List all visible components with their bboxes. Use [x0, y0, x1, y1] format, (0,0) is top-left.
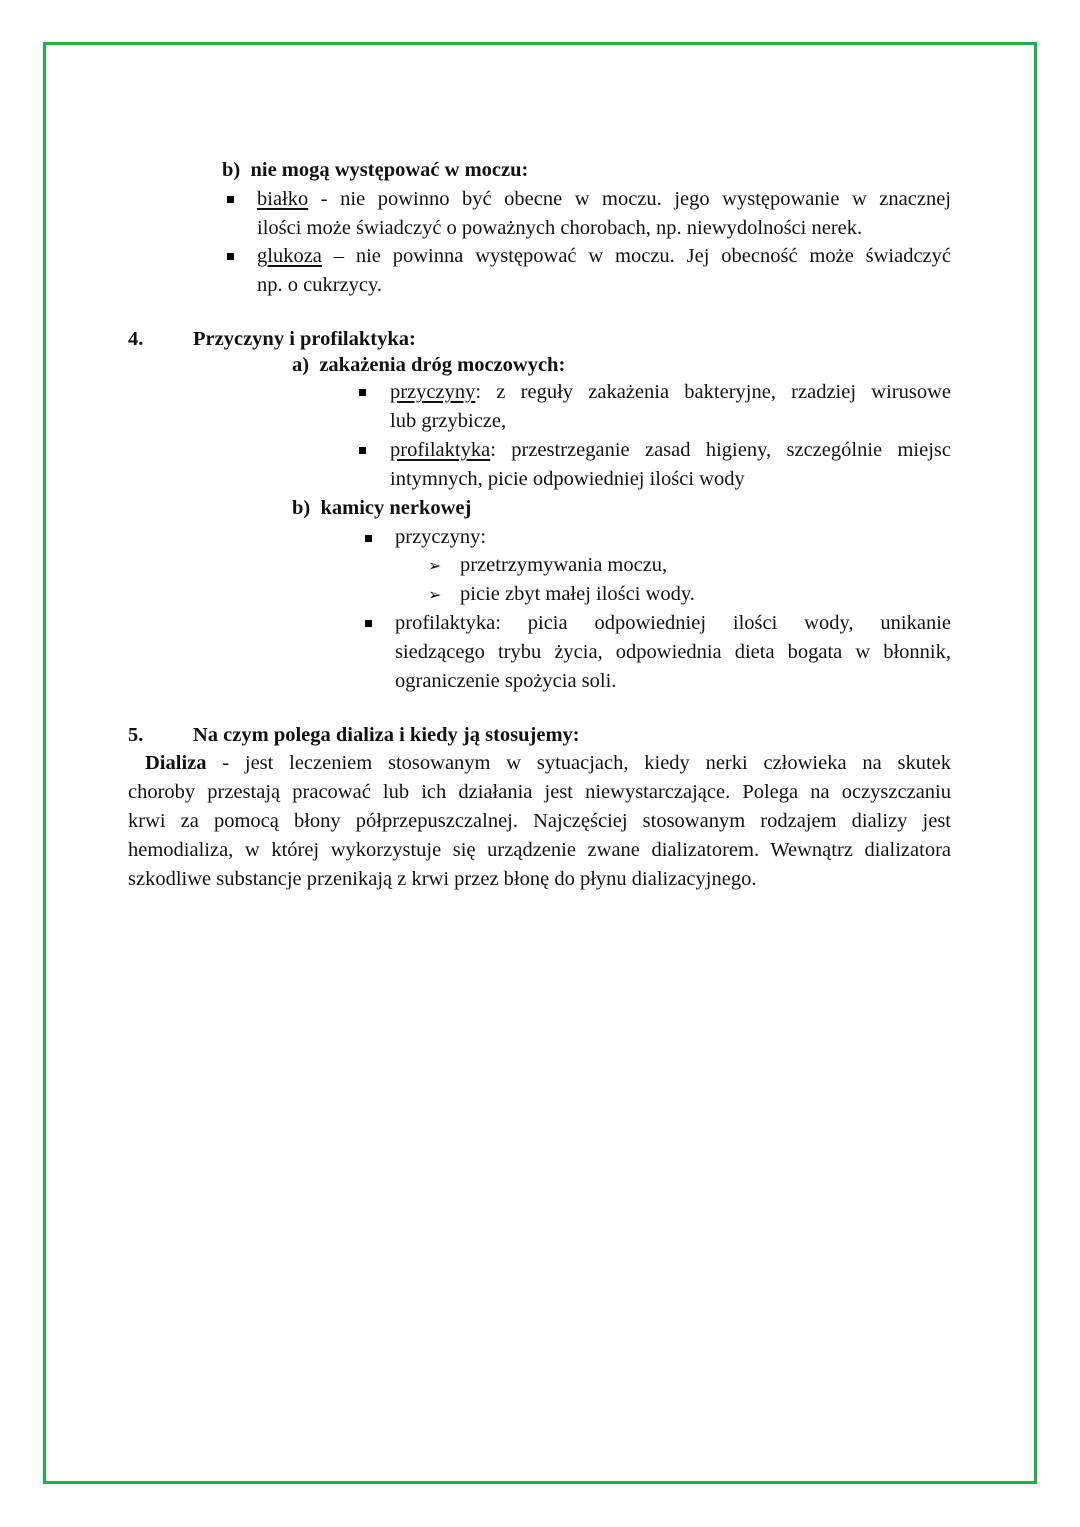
section-4a-heading	[292, 351, 565, 380]
section-5-title: Na czym polega dializa i kiedy ją stosujemy:	[193, 724, 580, 746]
section-4b-marker: b)	[292, 497, 311, 519]
bialko-text-1: nie powinno być obecne w moczu. jego występowanie w znacznej	[340, 188, 951, 210]
bullet-square-icon	[227, 196, 234, 203]
section-3b-marker: b)	[222, 159, 241, 181]
arrow-bullet-icon: ➢	[428, 585, 442, 604]
profilaktyka-text-1: : przestrzeganie zasad higieny, szczególnie miejsc	[490, 439, 951, 461]
kamica-profilaktyka-line-1: profilaktyka: picia odpowiedniej ilości wody, unikanie	[395, 612, 951, 634]
bullet-square-icon	[359, 447, 366, 454]
kamica-przyczyny-label: przyczyny:	[395, 526, 487, 548]
dializa-line-5: szkodliwe substancje przenikają z krwi przez błonę do płynu dializacyjnego.	[128, 868, 757, 890]
section-3b-title: nie mogą występować w moczu:	[250, 159, 529, 181]
bullet-square-icon	[359, 389, 366, 396]
glukoza-line-2: np. o cukrzycy.	[257, 274, 383, 296]
zakazenia-profilaktyka-line-1	[390, 436, 951, 465]
bialko-line-1	[257, 185, 951, 214]
przyczyny-text-1: : z reguły zakażenia bakteryjne, rzadziej wirusowe	[475, 381, 951, 403]
section-4b-title: kamicy nerkowej	[320, 497, 472, 519]
bullet-square-icon	[365, 535, 372, 542]
dializa-line-1	[145, 749, 951, 778]
glukoza-line-1	[257, 242, 951, 271]
bialko-line-2: ilości może świadczyć o poważnych chorobach, np. niewydolności nerek.	[257, 217, 863, 239]
glukoza-text-1: – nie powinna występować w moczu. Jej obecność może świadczyć	[333, 245, 952, 267]
section-5-number: 5.	[128, 724, 144, 746]
bullet-square-icon	[227, 253, 234, 260]
dializa-term: Dializa	[145, 752, 207, 774]
kamica-profilaktyka-line-2: siedzącego trybu życia, odpowiednia dieta bogata w błonnik,	[395, 641, 951, 663]
dializa-line-3: krwi za pomocą błony półprzepuszczalnej. Najczęściej stosowanym rodzajem dializy jest	[128, 810, 951, 832]
glukoza-term: glukoza	[257, 245, 322, 267]
kamica-cause-item: przetrzymywania moczu,	[460, 554, 668, 576]
zakazenia-przyczyny-line-1	[390, 378, 951, 407]
dializa-line-4: hemodializa, w której wykorzystuje się urządzenie zwane dializatorem. Wewnątrz dializatora	[128, 839, 951, 861]
kamica-profilaktyka-line-3: ograniczenie spożycia soli.	[395, 670, 617, 692]
dializa-line-2: choroby przestają pracować lub ich działania jest niewystarczające. Polega na oczyszczaniu	[128, 781, 951, 803]
section-3b-heading	[222, 156, 528, 185]
bialko-separator: -	[320, 188, 328, 210]
arrow-bullet-icon: ➢	[428, 556, 442, 575]
profilaktyka-term: profilaktyka	[390, 439, 491, 461]
section-4b-heading	[292, 494, 471, 523]
bialko-term: białko	[257, 188, 309, 210]
przyczyny-term: przyczyny	[390, 381, 476, 403]
section-4a-title: zakażenia dróg moczowych:	[319, 354, 566, 376]
section-4-title: Przyczyny i profilaktyka:	[193, 328, 416, 350]
dializa-text-1: - jest leczeniem stosowanym w sytuacjach, kiedy nerki człowieka na skutek	[222, 752, 951, 774]
kamica-cause-item: picie zbyt małej ilości wody.	[460, 583, 695, 605]
bullet-square-icon	[365, 620, 372, 627]
zakazenia-przyczyny-line-2: lub grzybicze,	[390, 410, 507, 432]
section-4-number: 4.	[128, 328, 144, 350]
section-4a-marker: a)	[292, 354, 310, 376]
zakazenia-profilaktyka-line-2: intymnych, picie odpowiedniej ilości wody	[390, 468, 745, 490]
